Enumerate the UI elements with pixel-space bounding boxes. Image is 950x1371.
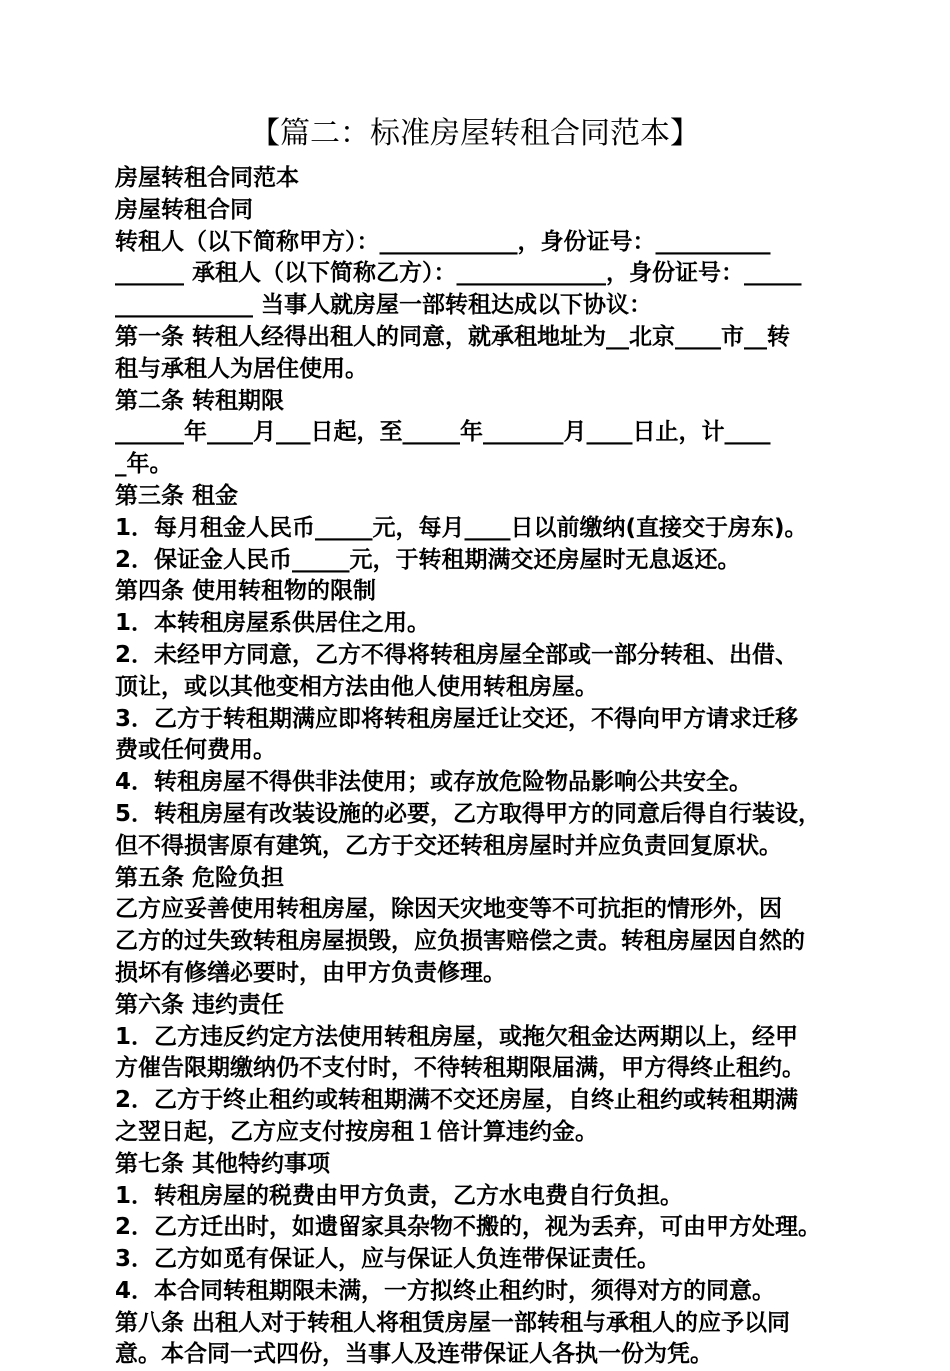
contract-line: 2．保证金人民币_____元，于转租期满交还房屋时无息返还。 <box>115 546 741 573</box>
contract-line: 房屋转租合同 <box>115 196 253 223</box>
contract-line: 转租人（以下简称甲方）：____________，身份证号：__________ <box>115 228 771 255</box>
contract-line: 1．转租房屋的税费由甲方负责，乙方水电费自行负担。 <box>115 1182 684 1209</box>
contract-line: 乙方应妥善使用转租房屋，除因天灾地变等不可抗拒的情形外，因 <box>115 896 782 923</box>
contract-line: 方催告限期缴纳仍不支付时，不待转租期限届满，甲方得终止租约。 <box>115 1055 805 1082</box>
contract-line: 2．乙方迁出时，如遗留家具杂物不搬的，视为丢弃，可由甲方处理。 <box>115 1214 822 1241</box>
contract-line: 第七条 其他特约事项 <box>115 1150 331 1177</box>
contract-line: 租与承租人为居住使用。 <box>115 355 368 382</box>
contract-body <box>115 163 845 1371</box>
contract-line: 第六条 违约责任 <box>115 991 285 1018</box>
contract-line: ______ 承租人（以下简称乙方）：_____________，身份证号：_____ <box>115 260 802 287</box>
contract-line: 1．乙方违反约定方法使用转租房屋，或拖欠租金达两期以上，经甲 <box>115 1023 799 1050</box>
contract-line: 1．每月租金人民币_____元，每月____日以前缴纳(直接交于房东)。 <box>115 514 808 541</box>
contract-line: 损坏有修缮必要时，由甲方负责修理。 <box>115 959 506 986</box>
document-title: 【篇二：标准房屋转租合同范本】 <box>250 116 700 151</box>
contract-line: 第五条 危险负担 <box>115 864 285 891</box>
contract-line: 第三条 租金 <box>115 482 239 509</box>
contract-line: 房屋转租合同范本 <box>115 165 299 191</box>
contract-line: 之翌日起，乙方应支付按房租１倍计算违约金。 <box>115 1118 598 1145</box>
contract-line: 第八条 出租人对于转租人将租赁房屋一部转租与承租人的应予以同 <box>115 1309 791 1336</box>
contract-line: 2．乙方于终止租约或转租期满不交还房屋，自终止租约或转租期满 <box>115 1087 799 1114</box>
contract-line: 顶让，或以其他变相方法由他人使用转租房屋。 <box>115 673 598 700</box>
contract-line: ____________ 当事人就房屋一部转租达成以下协议： <box>115 292 653 319</box>
contract-line: 5．转租房屋有改装设施的必要，乙方取得甲方的同意后得自行装设， <box>115 800 822 827</box>
contract-line: 乙方的过失致转租房屋损毁，应负损害赔偿之责。转租房屋因自然的 <box>115 928 805 955</box>
contract-line: 3．乙方如觅有保证人，应与保证人负连带保证责任。 <box>115 1246 661 1273</box>
contract-line: 第四条 使用转租物的限制 <box>115 578 377 605</box>
contract-line: 2．未经甲方同意，乙方不得将转租房屋全部或一部分转租、出借、 <box>115 641 799 668</box>
contract-line: 第一条 转租人经得出租人的同意，就承租地址为__北京____市__转 <box>115 323 791 350</box>
contract-line: _年。 <box>115 451 173 478</box>
contract-line: ______年____月___日起，至_____年_______月____日止，计____ <box>115 419 771 446</box>
contract-line: 3．乙方于转租期满应即将转租房屋迁让交还，不得向甲方请求迁移 <box>115 705 799 732</box>
contract-line: 4．本合同转租期限未满，一方拟终止租约时，须得对方的同意。 <box>115 1277 776 1304</box>
contract-line: 但不得损害原有建筑，乙方于交还转租房屋时并应负责回复原状。 <box>115 832 782 859</box>
contract-line: 1．本转租房屋系供居住之用。 <box>115 610 431 637</box>
contract-line: 费或任何费用。 <box>115 737 276 764</box>
contract-line: 意。本合同一式四份，当事人及连带保证人各执一份为凭。 <box>115 1341 713 1368</box>
contract-line: 第二条 转租期限 <box>115 387 285 414</box>
contract-line: 4．转租房屋不得供非法使用；或存放危险物品影响公共安全。 <box>115 769 753 796</box>
